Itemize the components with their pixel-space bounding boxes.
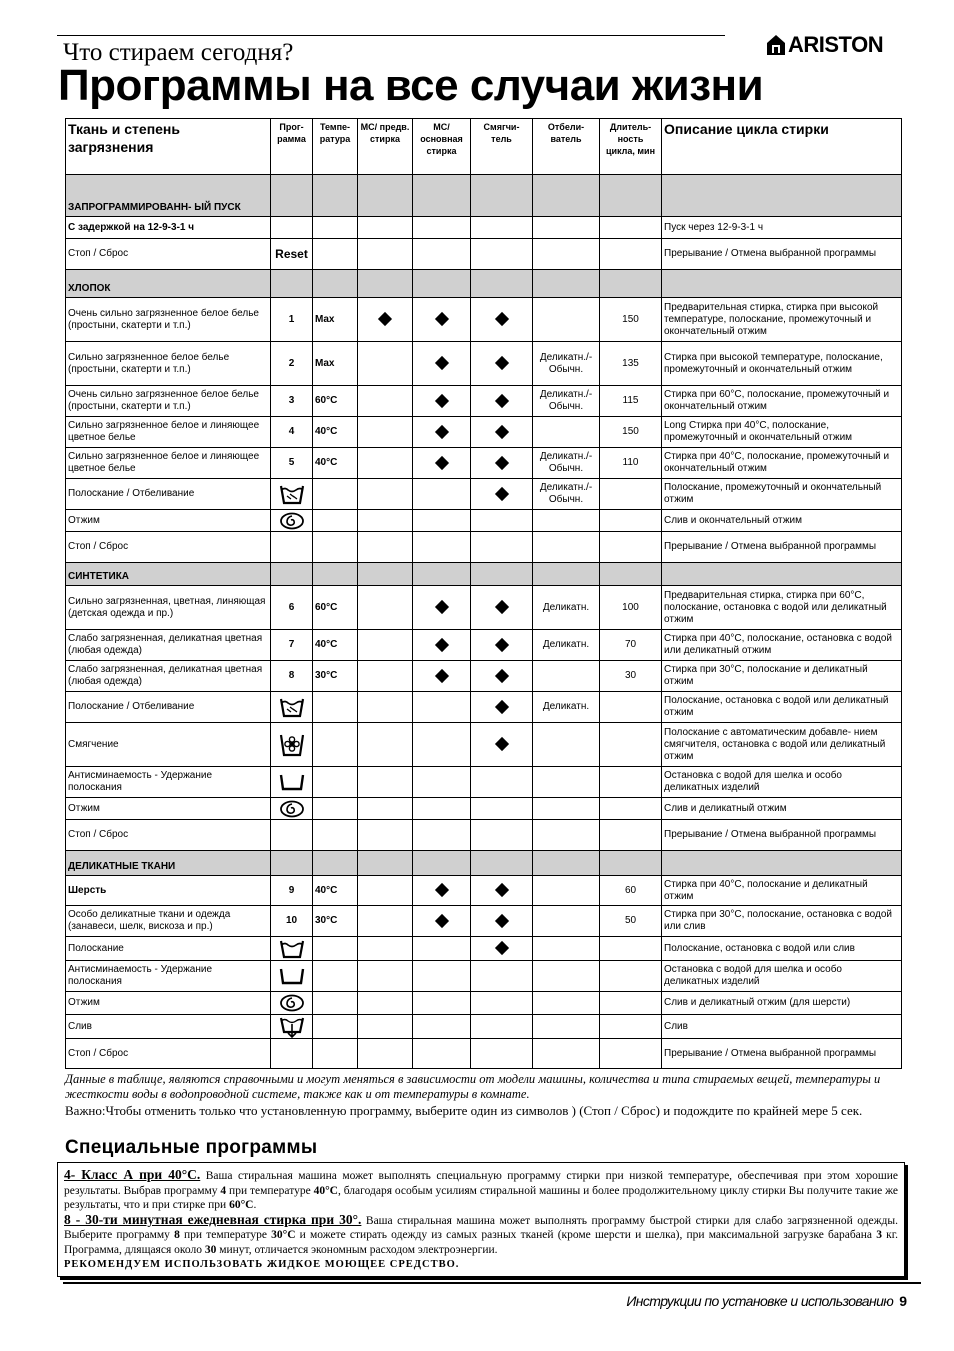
special-programs-title: Специальные программы (65, 1137, 318, 1158)
anticrease-symbol (271, 961, 313, 992)
footer-rule (63, 1282, 921, 1284)
section-delicate: ДЕЛИКАТНЫЕ ТКАНИ (66, 851, 902, 876)
table-row: Отжим Слив и деликатный отжим (для шерсти) (66, 992, 902, 1015)
softener-mark (471, 876, 533, 906)
mainwash-mark (413, 906, 471, 937)
softener-mark (471, 298, 533, 342)
ariston-house-icon (766, 34, 786, 56)
table-row: Стоп / Сброс Reset Прерывание / Отмена выбранной программы (66, 239, 902, 270)
page-title: Программы на все случаи жизни (58, 61, 764, 110)
special-program-2: 8 - 30-ти минутная ежедневная стирка при 30°. Ваша стиральная машина может выполнять программу быстрой стирки для слабо загрязненной одежды. Выберите программу 8 при температуре 30°С и можете стирать одежду из самых разных тканей (кроме шерсти и шелка), при максимальной загрузке барабана 3 кг. Программа, длящаяся около 30 минут, отличается экономным расходом электроэнергии. (64, 1211, 899, 1256)
table-row: Особо деликатные ткани и одежда (занавеси, шелк, вискоза и пр.) 10 30°C 50 Стирка при 30°C, полоскание, остановка с водой или слив (66, 906, 902, 937)
spin-symbol (271, 510, 313, 532)
softener-mark (471, 692, 533, 723)
col-program: Прог- рамма (271, 119, 313, 175)
page-subtitle: Что стираем сегодня? (63, 39, 294, 66)
table-row: Стоп / Сброс Прерывание / Отмена выбранной программы (66, 532, 902, 563)
program-table (65, 118, 902, 1069)
spin-icon (279, 512, 305, 530)
anticrease-symbol (271, 767, 313, 798)
section-synthetics: СИНТЕТИКА (66, 563, 902, 586)
table-row: Очень сильно загрязненное белое белье (простыни, скатерти и т.п.) 3 60°C Деликатн./- Обычн. 115 Стирка при 60°C, полоскание, промежуточный и окончательный отжим (66, 386, 902, 417)
page-footer (626, 1292, 907, 1310)
softener-flower-icon (279, 733, 305, 757)
table-row: Слабо загрязненная, деликатная цветная (любая одежда) 7 40°C Деликатн. 70 Стирка при 40°C, полоскание, остановка с водой или деликатный отжим (66, 630, 902, 661)
header-rule (57, 35, 725, 36)
table-row: Сильно загрязненное белое и линяющее цветное белье 5 40°C Деликатн./- Обычн. 110 Стирка при 40°C, полоскание, промежуточный и окончательный отжим (66, 448, 902, 479)
col-bleach: Отбели- ватель (533, 119, 600, 175)
table-row: Отжим Слив и деликатный отжим (66, 798, 902, 820)
brand-logo (766, 33, 883, 57)
table-row: Стоп / Сброс Прерывание / Отмена выбранной программы (66, 1039, 902, 1069)
spin-symbol (271, 798, 313, 820)
col-duration: Длитель- ность цикла, мин (600, 119, 662, 175)
brand-name: ARISTON (788, 32, 884, 57)
important-note: Важно:Чтобы отменить только что установленную программу, выберите один из символов ) (Стоп / Сброс) и подождите по крайней мере 5 сек. (65, 1103, 863, 1118)
table-row: Сильно загрязненное белое белье (простыни, скатерти и т.п.) 2 Max Деликатн./- Обычн. 135 Стирка при высокой температуре, полоскание, промежуточный и окончательный отжим (66, 342, 902, 386)
section-auto: ЗАПРОГРАММИРОВАНН- ЫЙ ПУСК (66, 175, 902, 217)
section-cotton: ХЛОПОК (66, 270, 902, 298)
table-row: Полоскание Полоскание, остановка с водой или слив (66, 937, 902, 961)
col-mainwash: МС/ основная стирка (413, 119, 471, 175)
table-header-row (66, 119, 902, 175)
mainwash-mark (413, 661, 471, 692)
col-description: Описание цикла стирки (662, 119, 902, 175)
rinse-icon (279, 939, 305, 959)
prewash-mark (358, 298, 413, 342)
recommendation: РЕКОМЕНДУЕМ ИСПОЛЬЗОВАТЬ ЖИДКОЕ МОЮЩЕЕ СРЕДСТВО. (64, 1259, 460, 1270)
tub-icon (279, 773, 305, 791)
softener-mark (471, 342, 533, 386)
mainwash-mark (413, 630, 471, 661)
special-programs-box (57, 1162, 905, 1277)
rinse-bleach-icon (279, 483, 305, 505)
rinse-bleach-symbol (271, 479, 313, 510)
page-number: 9 (899, 1293, 907, 1309)
softener-mark (471, 448, 533, 479)
mainwash-mark (413, 417, 471, 448)
softener-mark (471, 937, 533, 961)
drain-symbol (271, 1015, 313, 1039)
table-row: С задержкой на 12-9-3-1 ч Пуск через 12-9-3-1 ч (66, 217, 902, 239)
col-temp: Темпе- ратура (313, 119, 358, 175)
mainwash-mark (413, 386, 471, 417)
mainwash-mark (413, 586, 471, 630)
softener-mark (471, 417, 533, 448)
mainwash-mark (413, 342, 471, 386)
table-row: Полоскание / Отбеливание Деликатн./- Обычн. Полоскание, промежуточный и окончательный отжим (66, 479, 902, 510)
col-prewash: МС/ предв. стирка (358, 119, 413, 175)
softener-mark (471, 479, 533, 510)
softener-mark (471, 386, 533, 417)
spin-icon (279, 994, 305, 1012)
footer-text: Инструкции по установке и использованию (626, 1293, 894, 1309)
rinse-bleach-icon (279, 696, 305, 718)
softener-mark (471, 723, 533, 767)
col-softener: Смягчи- тель (471, 119, 533, 175)
table-row: Стоп / Сброс Прерывание / Отмена выбранной программы (66, 820, 902, 851)
special-program-1: 4- Класс А при 40°С. Ваша стиральная машина может выполнять специальную программу стирки при низкой температуре, обеспечивая при этом хорошие результаты. Выбрав программу 4 при температуре 40°С, благодаря особым усилиям стиральной машины и более продолжительному циклу стирки Вы получите такие же результаты, что и при стирке при 60°С. (64, 1167, 899, 1211)
softener-mark (471, 906, 533, 937)
softener-mark (471, 661, 533, 692)
table-row: Слабо загрязненная, деликатная цветная (любая одежда) 8 30°C 30 Стирка при 30°C, полоскание и деликатный отжим (66, 661, 902, 692)
rinse-symbol (271, 937, 313, 961)
table-note: Данные в таблице, являются справочными и могут меняться в зависимости от модели машины, количества и типа стираемых вещей, температуры и жесткости воды в водопроводной системе, также как и от температуры в комнате. (65, 1072, 881, 1101)
softener-mark (471, 586, 533, 630)
table-row: Отжим Слив и окончательный отжим (66, 510, 902, 532)
table-row: Полоскание / Отбеливание Деликатн. Полоскание, остановка с водой или деликатный отжим (66, 692, 902, 723)
table-row: Смягчение Полоскание с автоматическим добавле- нием смягчителя, остановка с водой или деликатный отжим (66, 723, 902, 767)
table-row: Сильно загрязненное белое и линяющее цветное белье 4 40°C 150 Long Стирка при 40°C, полоскание, промежуточный и окончательный отжим (66, 417, 902, 448)
col-fabric: Ткань и степень загрязнения (66, 119, 271, 175)
tub-icon (279, 967, 305, 985)
table-row: Шерсть 9 40°C 60 Стирка при 40°C, полоскание и деликатный отжим (66, 876, 902, 906)
softener-symbol (271, 723, 313, 767)
mainwash-mark (413, 876, 471, 906)
softener-mark (471, 630, 533, 661)
mainwash-mark (413, 448, 471, 479)
spin-icon (279, 800, 305, 818)
table-row: Слив Слив (66, 1015, 902, 1039)
spin-symbol (271, 992, 313, 1015)
drain-icon (279, 1016, 305, 1038)
table-row: Антисминаемость - Удержание полоскания Остановка с водой для шелка и особо деликатных изделий (66, 767, 902, 798)
rinse-bleach-symbol (271, 692, 313, 723)
mainwash-mark (413, 298, 471, 342)
table-row: Очень сильно загрязненное белое белье (простыни, скатерти и т.п.) 1 Max 150 Предварительная стирка, стирка при высокой температуре, полоскание, промежуточный и окончательный отжим (66, 298, 902, 342)
table-row: Сильно загрязненная, цветная, линяющая (детская одежда и пр.) 6 60°C Деликатн. 100 Предварительная стирка, стирка при 60°C, полоскание, остановка с водой или деликатный отжим (66, 586, 902, 630)
table-row: Антисминаемость - Удержание полоскания Остановка с водой для шелка и особо деликатных изделий (66, 961, 902, 992)
